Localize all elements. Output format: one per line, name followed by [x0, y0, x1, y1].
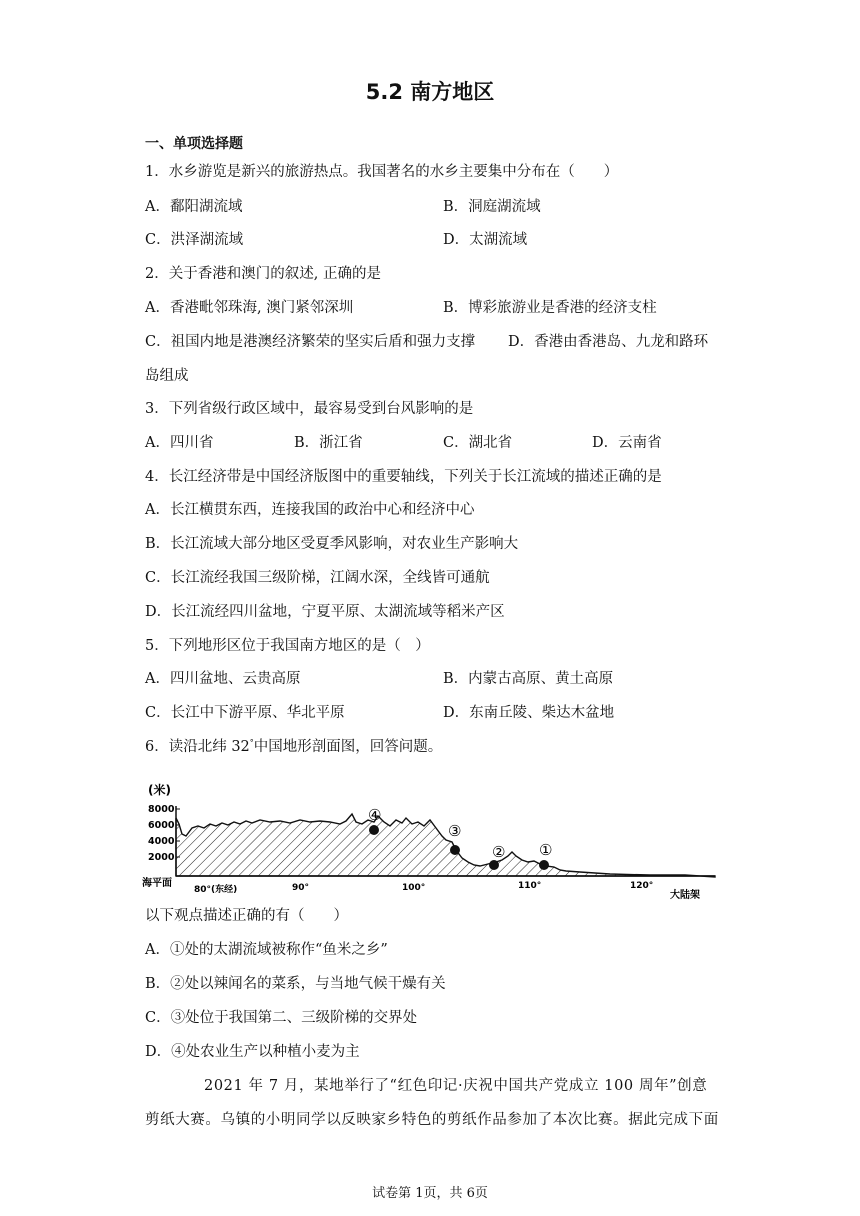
- terrain-profile-figure: [140, 776, 720, 902]
- q3-option-a: A．四川省: [145, 435, 214, 451]
- q1-option-c: C．洪泽湖流域: [145, 232, 244, 248]
- y-tick-4000: 4000: [148, 836, 175, 847]
- question-1-stem: 1．水乡游览是新兴的旅游热点。我国著名的水乡主要集中分布在（ ）: [145, 164, 619, 180]
- y-tick-8000: 8000: [148, 804, 175, 815]
- y-tick-6000: 6000: [148, 820, 175, 831]
- q5-option-d: D．东南丘陵、柴达木盆地: [443, 705, 615, 721]
- q4-option-b: B．长江流域大部分地区受夏季风影响，对农业生产影响大: [145, 536, 519, 552]
- question-5-stem: 5．下列地形区位于我国南方地区的是（ ）: [145, 638, 430, 654]
- y-tick-2000: 2000: [148, 852, 175, 863]
- passage-line-1: 2021 年 7 月，某地举行了“红色印记·庆祝中国共产党成立 100 周年”创意: [204, 1078, 708, 1094]
- marker-4-label: ④: [368, 806, 382, 824]
- q2-option-a: A．香港毗邻珠海, 澳门紧邻深圳: [145, 300, 354, 316]
- q3-option-c: C．湖北省: [443, 435, 513, 451]
- marker-3-point: [450, 845, 460, 855]
- q5-option-b: B．内蒙古高原、黄土高原: [443, 671, 614, 687]
- marker-4-point: [369, 825, 379, 835]
- q6-option-c: C．③处位于我国第二、三级阶梯的交界处: [145, 1010, 418, 1026]
- q5-option-c: C．长江中下游平原、华北平原: [145, 705, 345, 721]
- q4-option-d: D．长江流经四川盆地，宁夏平原、太湖流域等稻米产区: [145, 604, 505, 620]
- marker-3-label: ③: [448, 822, 462, 840]
- question-6-sub-stem: 以下观点描述正确的有（ ）: [145, 908, 348, 924]
- q4-option-c: C．长江流经我国三级阶梯，江阔水深，全线皆可通航: [145, 570, 490, 586]
- q2-option-c: C．祖国内地是港澳经济繁荣的坚实后盾和强力支撑: [145, 334, 476, 350]
- q2-option-d: D．香港由香港岛、九龙和路环: [508, 334, 709, 350]
- q5-option-a: A．四川盆地、云贵高原: [145, 671, 301, 687]
- shelf-label: 大陆架: [670, 890, 700, 901]
- section-heading: 一、单项选择题: [145, 136, 243, 152]
- marker-2-point: [489, 860, 499, 870]
- q1-option-b: B．洞庭湖流域: [443, 199, 541, 215]
- question-3-stem: 3．下列省级行政区域中，最容易受到台风影响的是: [145, 401, 474, 417]
- marker-1-point: [539, 860, 549, 870]
- q1-option-d: D．太湖流域: [443, 232, 528, 248]
- marker-2-label: ②: [492, 843, 506, 861]
- marker-1-label: ①: [539, 841, 553, 859]
- q3-option-d: D．云南省: [592, 435, 662, 451]
- q6-option-b: B．②处以辣闻名的菜系，与当地气候干燥有关: [145, 976, 446, 992]
- q6-option-a: A．①处的太湖流域被称作“鱼米之乡”: [145, 942, 388, 958]
- q3-option-b: B．浙江省: [294, 435, 363, 451]
- q4-option-a: A．长江横贯东西，连接我国的政治中心和经济中心: [145, 502, 475, 518]
- x-tick-90: 90°: [292, 883, 310, 893]
- passage-line-2: 剪纸大赛。乌镇的小明同学以反映家乡特色的剪纸作品参加了本次比赛。据此完成下面: [145, 1112, 719, 1128]
- q2-option-b: B．博彩旅游业是香港的经济支柱: [443, 300, 657, 316]
- page-footer: 试卷第 1页，共 6页: [372, 1186, 488, 1201]
- q2-option-d-cont: 岛组成: [145, 368, 189, 384]
- q1-option-a: A．鄱阳湖流域: [145, 199, 243, 215]
- terrain-area: [176, 814, 715, 877]
- x-tick-80: 80°(东经): [194, 885, 238, 895]
- page-title: 5.2 南方地区: [365, 80, 495, 104]
- question-6-stem: 6．读沿北纬 32°中国地形剖面图，回答问题。: [145, 738, 443, 755]
- q6-option-d: D．④处农业生产以种植小麦为主: [145, 1044, 360, 1060]
- x-tick-120: 120°: [630, 881, 654, 891]
- question-4-stem: 4．长江经济带是中国经济版图中的重要轴线，下列关于长江流域的描述正确的是: [145, 469, 662, 485]
- x-tick-100: 100°: [402, 883, 426, 893]
- question-2-stem: 2．关于香港和澳门的叙述, 正确的是: [145, 266, 381, 282]
- x-tick-110: 110°: [518, 881, 542, 891]
- unit-label: (米): [148, 783, 171, 797]
- sea-level-label: 海平面: [142, 878, 172, 889]
